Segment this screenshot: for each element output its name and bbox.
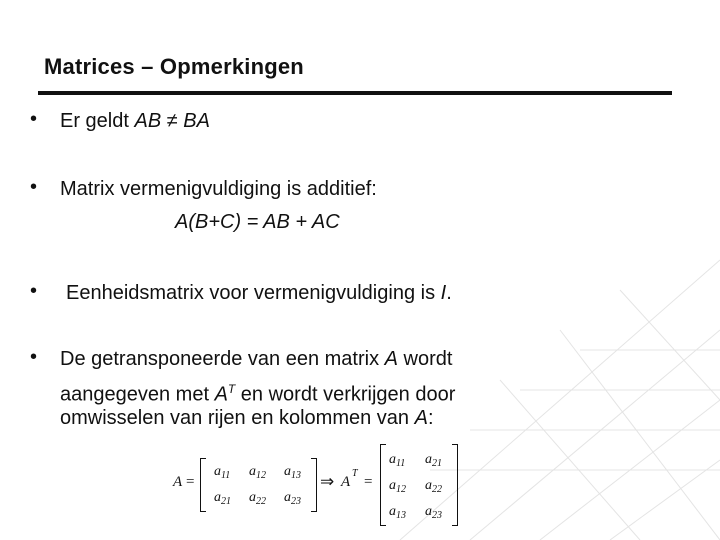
bullet-1 [60, 108, 210, 134]
matrix-a-cell: $a_{22}$ [249, 490, 266, 507]
bullet-marker: • [30, 108, 38, 130]
bullet-4-line-3 [60, 405, 434, 431]
bullet-4-line-2 [60, 376, 455, 408]
matrix-at-left-bracket [380, 444, 386, 526]
matrix-at-cell: $a_{11}$ [389, 452, 406, 469]
bullet-1-formula: AB ≠ BA [134, 110, 210, 132]
bullet-4-var: A [214, 383, 228, 406]
equation-rhs-var: A [341, 474, 351, 490]
bullet-4-text: wordt [397, 348, 453, 370]
bullet-1-text: Er geldt [60, 110, 135, 132]
bullet-2-text: Matrix vermenigvuldiging is additief: [60, 178, 377, 200]
bullet-4-text: en wordt verkrijgen door [235, 383, 456, 406]
bullet-3-text: Eenheidsmatrix voor vermenigvuldiging is [66, 282, 441, 304]
bullet-marker: • [30, 346, 38, 368]
matrix-a-cell: $a_{12}$ [249, 464, 266, 481]
bullet-4-text: De getransponeerde van een matrix [60, 348, 385, 370]
equation-rhs-superscript: T [352, 468, 358, 479]
matrix-a-cell: $a_{11}$ [214, 464, 231, 481]
bullet-4-text: omwisselen van rijen en kolommen van [60, 407, 415, 429]
bullet-4-var: A [384, 348, 398, 370]
bullet-marker: • [30, 280, 38, 302]
matrix-at-cell: $a_{22}$ [425, 478, 442, 495]
matrix-a-cell: $a_{23}$ [284, 490, 301, 507]
bullet-4-text: : [427, 407, 434, 429]
matrix-a-right-bracket [311, 458, 317, 512]
bullet-3-period: . [446, 282, 452, 304]
title-underline [38, 91, 672, 95]
matrix-a-left-bracket [200, 458, 206, 512]
implies-arrow: ⇒ [320, 472, 335, 491]
bullet-4-line-1 [60, 346, 452, 372]
slide-title: Matrices – Opmerkingen [44, 54, 304, 79]
equation-equals: = [364, 474, 373, 490]
bullet-4-var: A [414, 407, 428, 429]
matrix-at-cell: $a_{23}$ [425, 504, 442, 521]
matrix-at-cell: $a_{12}$ [389, 478, 406, 495]
matrix-at-cell: $a_{21}$ [425, 452, 442, 469]
equation-lhs-var: A [173, 474, 183, 490]
bullet-4-text: aangegeven met [60, 383, 215, 406]
bullet-2-formula: A(B+C) = AB + AC [175, 211, 340, 233]
bullet-3-identity: I [440, 282, 447, 304]
matrix-at-right-bracket [452, 444, 458, 526]
matrix-at-cell: $a_{13}$ [389, 504, 406, 521]
matrix-a-cell: $a_{13}$ [284, 464, 301, 481]
bullet-marker: • [30, 176, 38, 198]
transpose-superscript: T [227, 382, 236, 396]
equation-equals: = [186, 474, 195, 490]
matrix-a-cell: $a_{21}$ [214, 490, 231, 507]
bullet-3 [66, 280, 452, 306]
